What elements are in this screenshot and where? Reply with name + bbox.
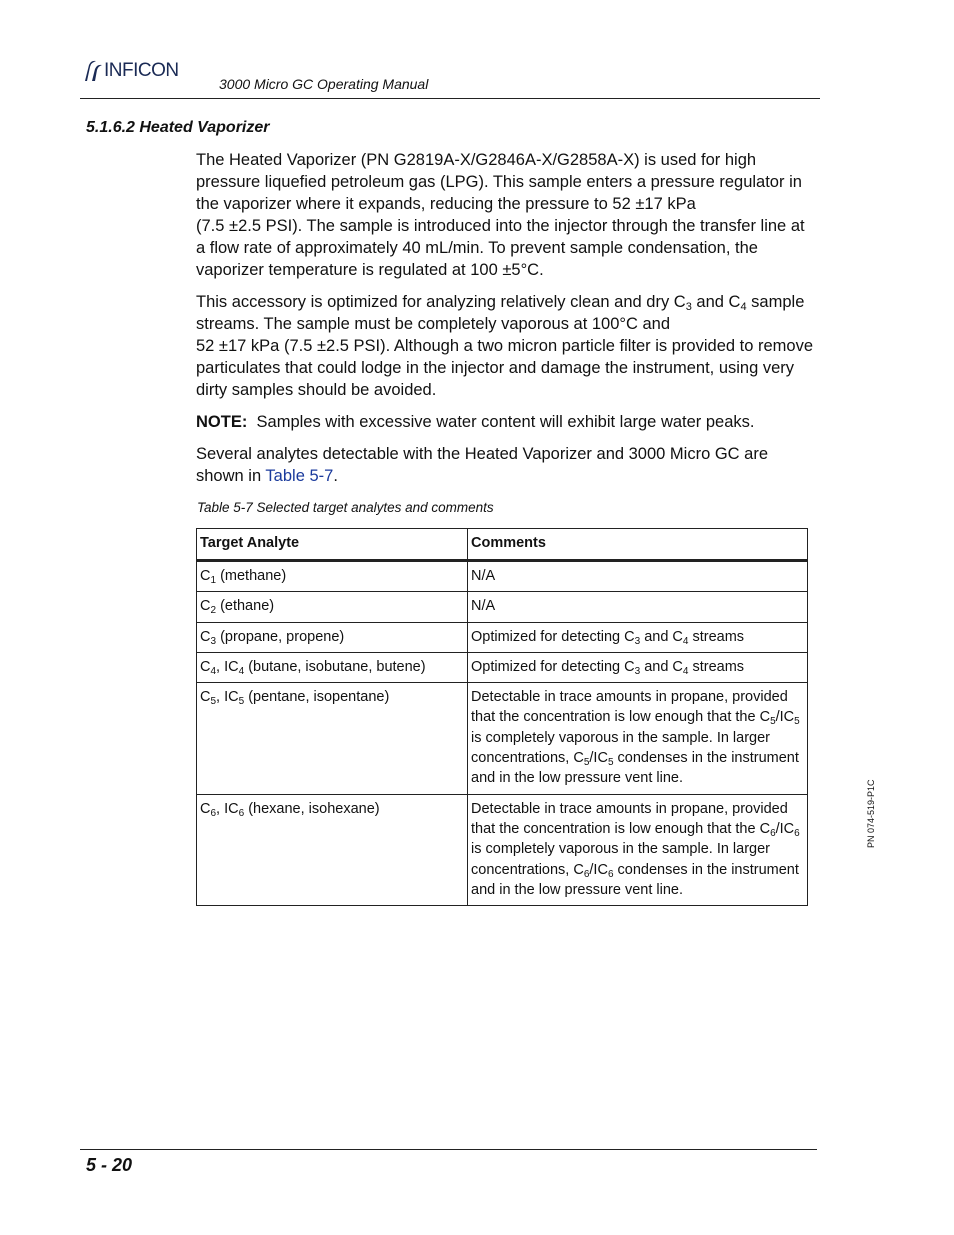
note-label: NOTE: [196,413,248,431]
section-heading: 5.1.6.2 Heated Vaporizer [86,119,270,136]
paragraph-4: Several analytes detectable with the Heated Vaporizer and 3000 Micro GC are shown in Table 5-7. [196,445,769,485]
comment-cell: Optimized for detecting $C_3$ and $C_4$ streams [468,622,808,652]
table-caption: Table 5-7 Selected target analytes and comments [197,500,494,515]
comment-cell: Detectable in trace amounts in propane, provided that the concentration is low enough that the $C_5/IC_5$ is completely vaporous in the sample. In larger concentrations, $C_5/IC_5$ condenses in the instrument and in the low pressure vent line. [468,683,808,794]
paragraph-1: The Heated Vaporizer (PN G2819A-X/G2846A-X/G2858A-X) is used for high pressure liquefied petroleum gas (LPG). This sample enters a pressure regulator in the vaporizer where it expands, reducing the pressure to 52 ±17 kPa (7.5 ±2.5 PSI). The sample is introduced into the injector through the transfer line at a flow rate of approximately 40 mL/min. To prevent sample condensation, the vaporizer temperature is regulated at 100 ±5°C. [196,151,805,279]
inficon-logo [82,59,202,85]
analyte-cell: $C_4$, $IC_4$ (butane, isobutane, butene) [197,652,468,682]
note-text: Samples with excessive water content will exhibit large water peaks. [256,413,755,431]
table-row [197,622,808,652]
analyte-cell: $C_1$ (methane) [197,561,468,592]
note [196,411,818,433]
header-rule [80,98,820,99]
manual-title: 3000 Micro GC Operating Manual [219,76,429,92]
logo-text: INFICON [104,60,179,81]
analytes-table [196,528,808,906]
table-row [197,652,808,682]
header-comments: Comments [468,529,808,561]
table-row [197,561,808,592]
table-row [197,683,808,794]
comment-cell: N/A [468,561,808,592]
analyte-cell: $C_6$, $IC_6$ (hexane, isohexane) [197,794,468,905]
comment-cell: Detectable in trace amounts in propane, provided that the concentration is low enough that the $C_6/IC_6$ is completely vaporous in the sample. In larger concentrations, $C_6/IC_6$ condenses in the instrument and in the low pressure vent line. [468,794,808,905]
document-part-number: PN 074-519-P1C [866,779,876,848]
table-link[interactable]: Table 5-7 [265,467,334,485]
page-number: 5 - 20 [86,1155,133,1175]
comment-cell: N/A [468,592,808,622]
comment-cell: Optimized for detecting $C_3$ and $C_4$ streams [468,652,808,682]
analyte-cell: $C_2$ (ethane) [197,592,468,622]
header-target-analyte: Target Analyte [197,529,468,561]
body-text [196,149,818,497]
logo-mark-icon [82,59,104,83]
analyte-cell: $C_3$ (propane, propene) [197,622,468,652]
paragraph-2: This accessory is optimized for analyzing relatively clean and dry $C_3$ and $C_4$ sample streams. The sample must be completely vaporous at 100°C and 52 ±17 kPa (7.5 ±2.5 PSI). Although a two micron particle filter is provided to remove particulates that could lodge in the injector and damage the instrument, using very dirty samples should be avoided. [196,293,813,399]
footer-rule [80,1149,817,1150]
analyte-cell: $C_5$, $IC_5$ (pentane, isopentane) [197,683,468,794]
table-header-row [197,529,808,561]
table-row [197,592,808,622]
table-row [197,794,808,905]
